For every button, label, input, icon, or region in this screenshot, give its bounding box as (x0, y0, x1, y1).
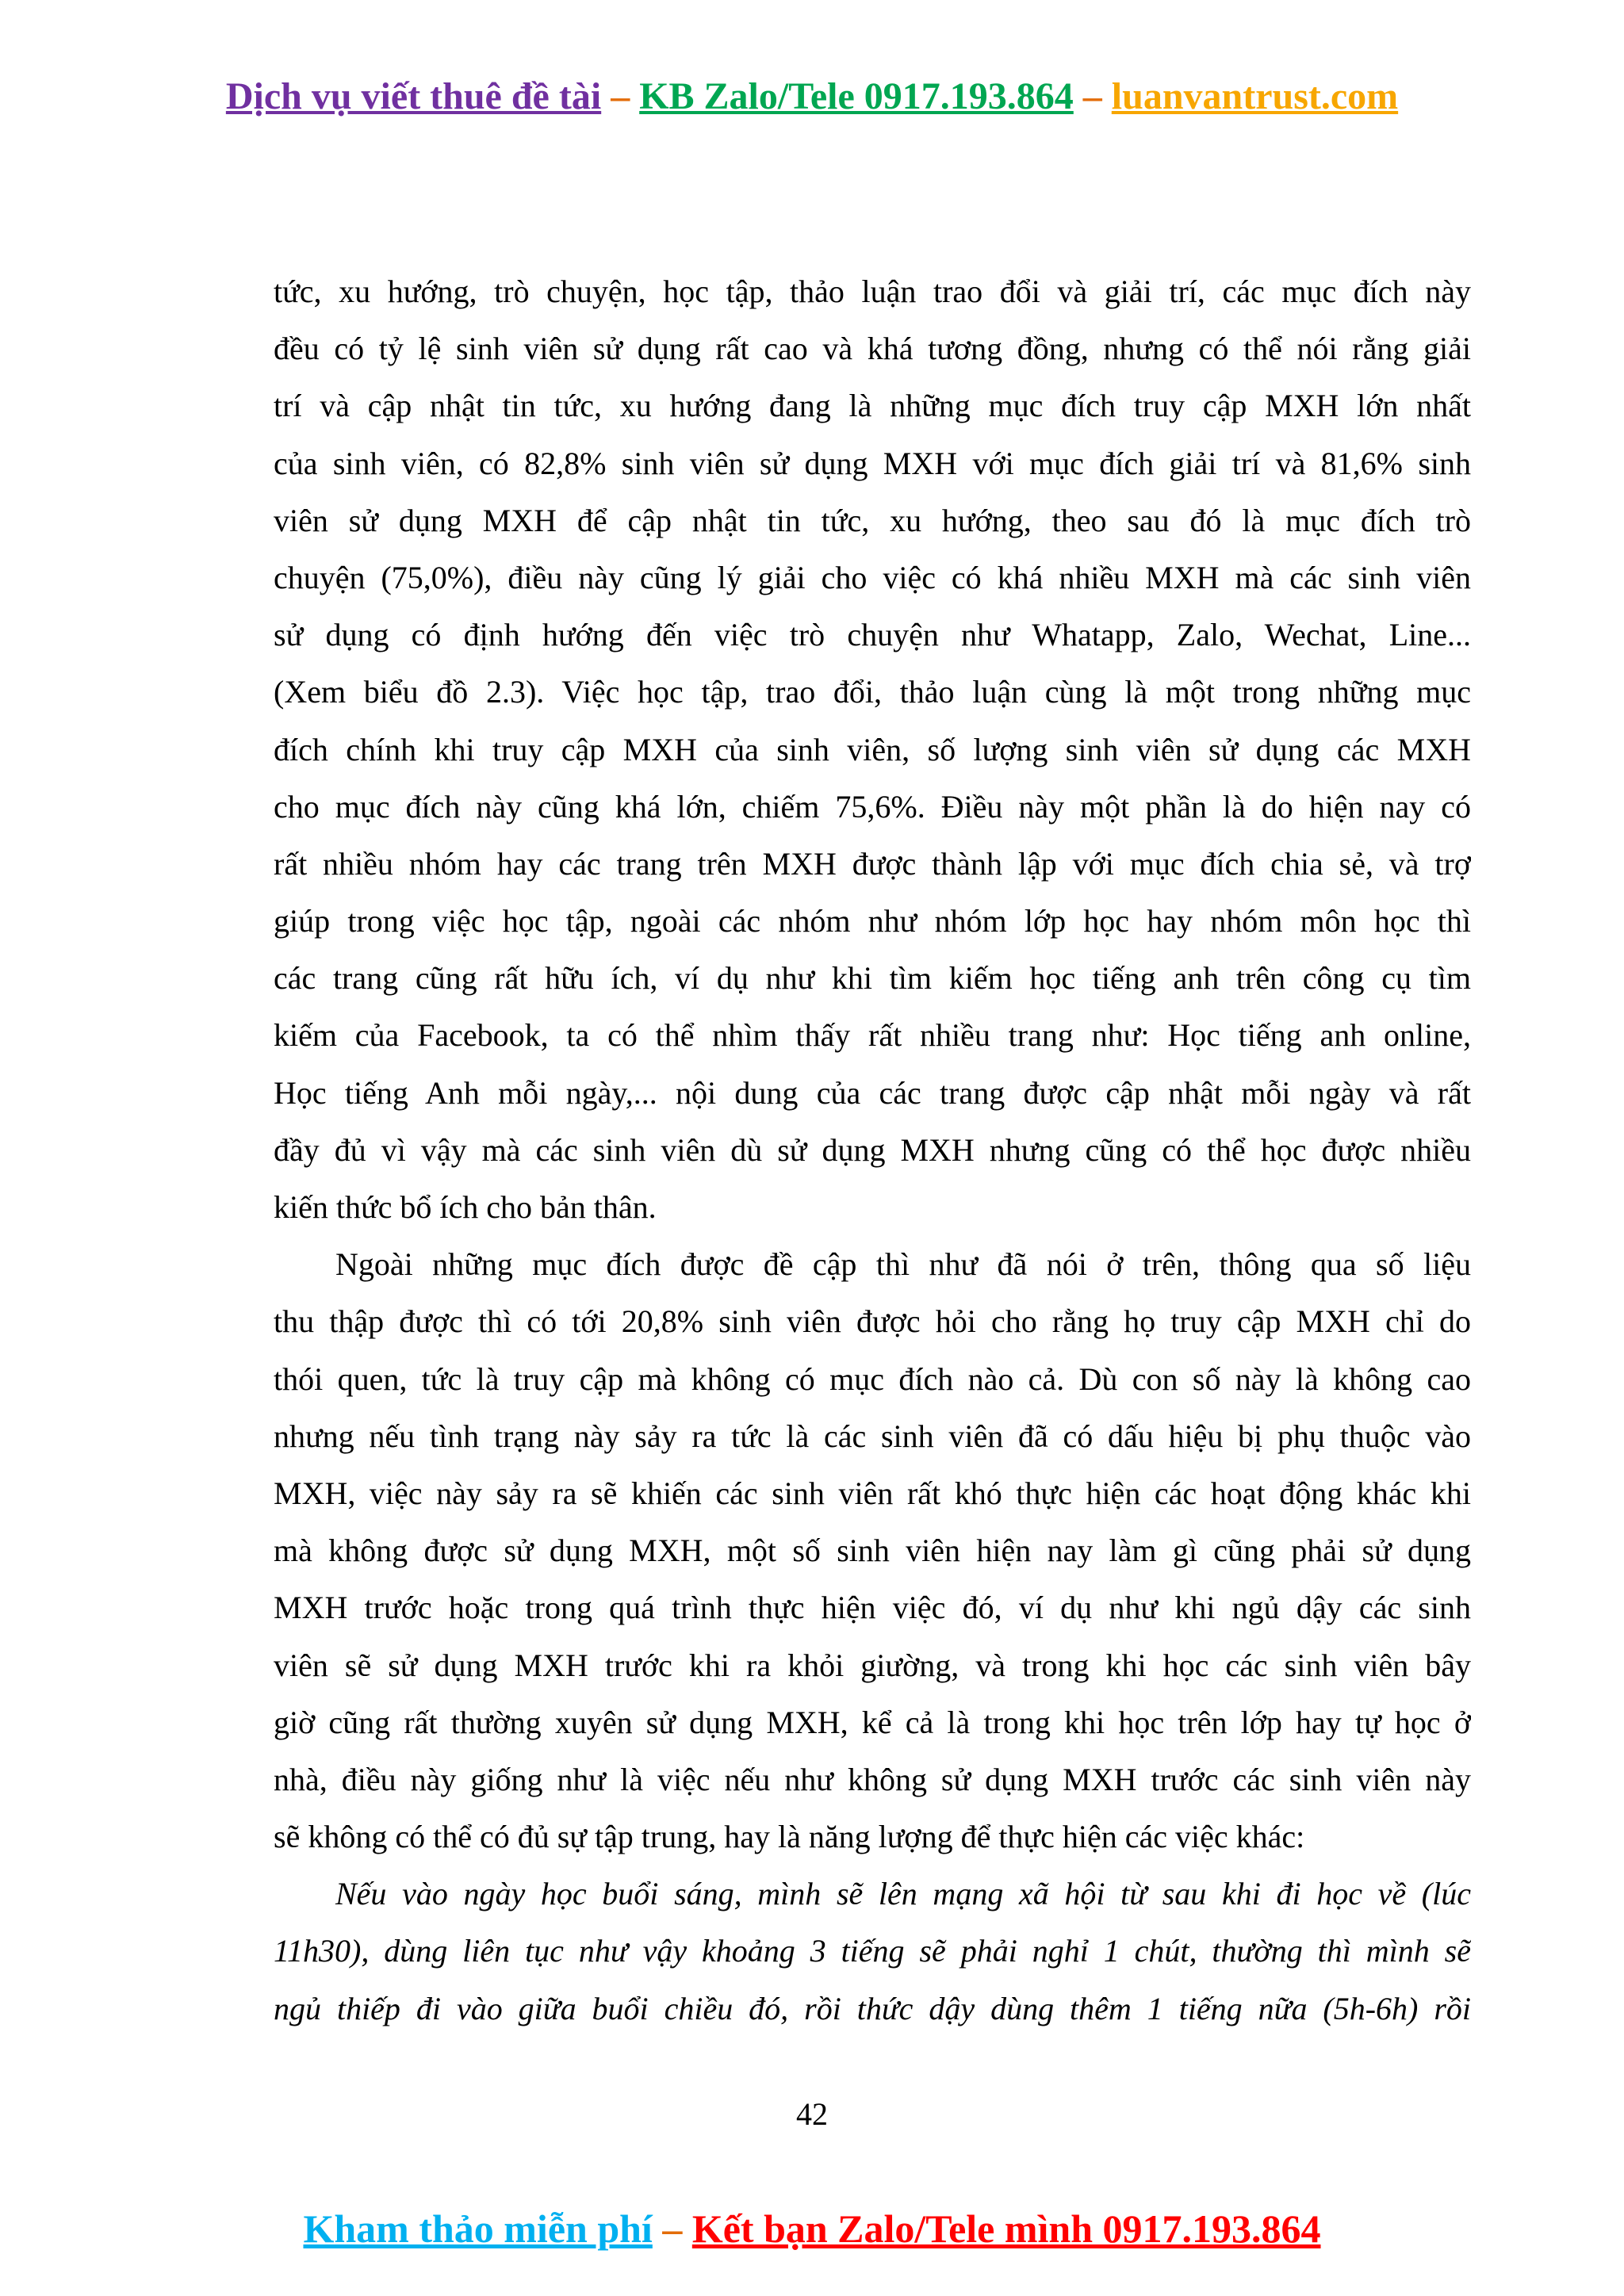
text-line: các trang cũng rất hữu ích, ví dụ như khi tìm kiếm học tiếng anh trên công cụ tìm (274, 960, 1471, 997)
text-line: ngủ thiếp đi vào giữa buổi chiều đó, rồi thức dậy dùng thêm 1 tiếng nữa (5h-6h) rồi (274, 1990, 1471, 2026)
text-line: Ngoài những mục đích được đề cập thì như đã nói ở trên, thông qua số liệu (335, 1246, 1471, 1283)
text-line: viên sẽ sử dụng MXH trước khi ra khỏi giường, và trong khi học các sinh viên bây (274, 1647, 1471, 1683)
text-line: của sinh viên, có 82,8% sinh viên sử dụng MXH với mục đích giải trí và 81,6% sinh (274, 445, 1471, 481)
text-line: nhà, điều này giống như là việc nếu như không sử dụng MXH trước các sinh viên này (274, 1761, 1471, 1797)
header-service-link[interactable]: Dịch vụ viết thuê đề tài (225, 75, 602, 117)
text-line: MXH trước hoặc trong quá trình thực hiện việc đó, ví dụ như khi ngủ dậy các sinh (274, 1590, 1471, 1626)
footer-contact-link[interactable]: Kết bạn Zalo/Tele mình 0917.193.864 (691, 2206, 1321, 2251)
text-line: thu thập được thì có tới 20,8% sinh viên được hỏi cho rằng họ truy cập MXH chỉ do (274, 1303, 1471, 1340)
text-line: (Xem biểu đồ 2.3). Việc học tập, trao đổi, thảo luận cùng là một trong những mục (274, 674, 1471, 710)
text-line: 11h30), dùng liên tục như vậy khoảng 3 tiếng sẽ phải nghỉ 1 chút, thường thì mình sẽ (274, 1933, 1471, 1969)
paragraph-1 (274, 263, 1471, 1236)
interview-quote (274, 1866, 1471, 2038)
text-line: MXH, việc này sảy ra sẽ khiến các sinh viên rất khó thực hiện các hoạt động khác khi (274, 1475, 1471, 1511)
text-line: đều có tỷ lệ sinh viên sử dụng rất cao và khá tương đồng, nhưng có thể nói rằng giải (274, 331, 1471, 367)
text-line: mà không được sử dụng MXH, một số sinh viên hiện nay làm gì cũng phải sử dụng (274, 1533, 1471, 1569)
text-line: rất nhiều nhóm hay các trang trên MXH được thành lập với mục đích chia sẻ, và trợ (274, 845, 1471, 882)
page-number: 42 (796, 2096, 828, 2132)
text-line: sử dụng có định hướng đến việc trò chuyện như Whatapp, Zalo, Wechat, Line... (274, 617, 1471, 653)
text-line: cho mục đích này cũng khá lớn, chiếm 75,6%. Điều này một phần là do hiện nay có (274, 788, 1471, 825)
text-line: giờ cũng rất thường xuyên sử dụng MXH, kể cả là trong khi học trên lớp hay tự học ở (274, 1704, 1471, 1740)
header-contact-link[interactable]: KB Zalo/Tele 0917.193.864 (639, 75, 1074, 117)
text-line: chuyện (75,0%), điều này cũng lý giải cho việc có khá nhiều MXH mà các sinh viên (274, 559, 1471, 595)
page-header-banner (0, 73, 1624, 121)
footer-free-reference-link[interactable]: Kham thảo miễn phí (303, 2206, 653, 2251)
text-line: đích chính khi truy cập MXH của sinh viên, số lượng sinh viên sử dụng các MXH (274, 731, 1471, 767)
text-line: tức, xu hướng, trò chuyện, học tập, thảo luận trao đổi và giải trí, các mục đích này (274, 274, 1471, 309)
text-line: kiếm của Facebook, ta có thể nhìm thấy rất nhiều trang như: Học tiếng anh online, (274, 1017, 1471, 1054)
text-line: sẽ không có thể có đủ sự tập trung, hay là năng lượng để thực hiện các việc khác: (274, 1819, 1305, 1855)
text-line: trí và cập nhật tin tức, xu hướng đang là những mục đích truy cập MXH lớn nhất (274, 388, 1471, 424)
header-separator: – (1073, 75, 1112, 117)
text-line: thói quen, tức là truy cập mà không có mục đích nào cả. Dù con số này là không cao (274, 1360, 1471, 1397)
text-line: nhưng nếu tình trạng này sảy ra tức là các sinh viên đã có dấu hiệu bị phụ thuộc vào (274, 1418, 1471, 1454)
paragraph-2 (274, 1236, 1471, 1866)
text-line: Học tiếng Anh mỗi ngày,... nội dung của các trang được cập nhật mỗi ngày và rất (274, 1074, 1471, 1111)
header-separator: – (601, 75, 640, 117)
text-line: giúp trong việc học tập, ngoài các nhóm như nhóm lớp học hay nhóm môn học thì (274, 903, 1471, 939)
text-line: Nếu vào ngày học buổi sáng, mình sẽ lên mạng xã hội từ sau khi đi học về (lúc (335, 1876, 1471, 1912)
text-line: kiến thức bổ ích cho bản thân. (274, 1189, 657, 1225)
footer-separator: – (652, 2206, 692, 2251)
text-line: viên sử dụng MXH để cập nhật tin tức, xu hướng, theo sau đó là mục đích trò (274, 502, 1471, 538)
document-body (274, 263, 1471, 2038)
page-footer-banner (0, 2204, 1624, 2253)
header-website-link[interactable]: luanvantrust.com (1111, 75, 1399, 117)
text-line: đầy đủ vì vậy mà các sinh viên dù sử dụng MXH nhưng cũng có thể học được nhiều (274, 1131, 1471, 1168)
